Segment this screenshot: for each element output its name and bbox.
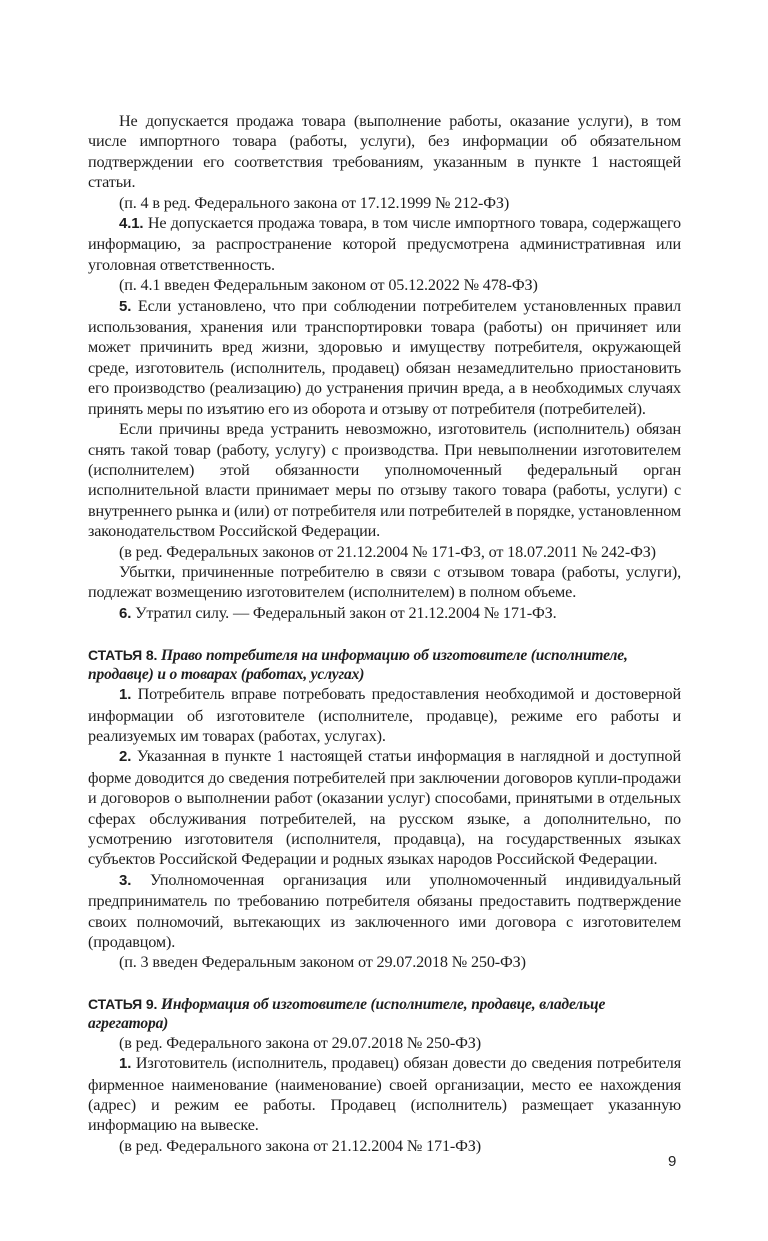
clause-number: 1. [119, 686, 132, 704]
paragraph: Если причины вреда устранить невозможно, изготовитель (исполнитель) обязан снять такой товар (работу, услугу) с производства. При невыполнении изготовителем (исполнителем) этой обязанности уполномоченный федеральный орган исполнительной власти принимает меры по отзыву такого товара (работы, услуги) с внутреннего рынка и (или) от потребителя или потребителей в порядке, установленном законодательством Российской Федерации. [88, 420, 681, 541]
clause-number: 1. [119, 1055, 132, 1073]
article-8-clause-3 [88, 870, 681, 953]
page-number: 9 [668, 1153, 677, 1170]
clause-text: Если установлено, что при соблюдении потребителем установленных правил использования, хранения или транспортировки товара (работы) он причиняет или может причинить вред жизни, здоровью и имуществу потребителя, окружающей среде, изготовитель (исполнитель, продавец) обязан незамедлительно приостановить его производство (реализацию) до устранения причин вреда, а в необходимых случаях принять меры по изъятию его из оборота и отзыву от потребителя (потребителей). [88, 296, 681, 418]
clause-number: 6. [119, 604, 132, 622]
article-label: СТАТЬЯ 9. [88, 995, 158, 1012]
clause-number: 4.1. [119, 215, 144, 233]
clause-number: 2. [119, 748, 132, 766]
amendment-note: (п. 4 в ред. Федерального закона от 17.12.1999 № 212-ФЗ) [119, 193, 510, 212]
amendment-note: (в ред. Федерального закона от 29.07.2018 № 250-ФЗ) [119, 1033, 481, 1052]
amendment-note: (п. 4.1 введен Федеральным законом от 05.12.2022 № 478-ФЗ) [119, 276, 538, 295]
article-8-clause-1 [88, 684, 681, 746]
clause-text: Уполномоченная организация или уполномоченный индивидуальный предприниматель по требованию потребителя обязаны предоставить подтверждение своих полномочий, вытекающих из заключенного ими договора с изготовителем (продавцом). [88, 870, 681, 952]
paragraph: Убытки, причиненные потребителю в связи с отзывом товара (работы, услуги), подлежат возмещению изготовителем (исполнителем) в полном объеме. [88, 562, 681, 602]
clause-text: Утратил силу. — Федеральный закон от 21.12.2004 № 171-ФЗ. [131, 603, 557, 622]
amendment-note: (в ред. Федеральных законов от 21.12.2004 № 171-ФЗ, от 18.07.2011 № 242-ФЗ) [119, 542, 656, 561]
paragraph-4-1 [88, 213, 681, 275]
article-8-heading [88, 646, 681, 684]
article-title: Право потребителя на информацию об изготовителе (исполнителе, продавце) и о товарах (работах, услугах) [88, 647, 628, 684]
article-label: СТАТЬЯ 8. [88, 647, 158, 664]
article-8-clause-2 [88, 746, 681, 869]
paragraph: Не допускается продажа товара (выполнение работы, оказание услуги), в том числе импортного товара (работы, услуги), без информации об обязательном подтверждении его соответствия требованиям, указанным в пункте 1 настоящей статьи. [88, 112, 681, 192]
article-9-clause-1 [88, 1053, 681, 1136]
clause-text: Не допускается продажа товара, в том числе импортного товара, содержащего информацию, за распространение которой предусмотрена административная или уголовная ответственность. [88, 214, 681, 274]
clause-text: Указанная в пункте 1 настоящей статьи информация в наглядной и доступной форме доводится до сведения потребителей при заключении договоров купли-продажи и договоров о выполнении работ (оказании услуг) способами, принятыми в отдельных сферах обслуживания потребителей, на русском языке, а дополнительно, по усмотрению изготовителя (исполнителя, продавца), на государственных языках субъектов Российской Федерации и родных языках народов Российской Федерации. [88, 747, 681, 869]
document-page [88, 111, 681, 1156]
amendment-note: (в ред. Федерального закона от 21.12.2004 № 171-ФЗ) [119, 1136, 481, 1155]
clause-text: Потребитель вправе потребовать предоставления необходимой и достоверной информации об изготовителе (исполнителе, продавце), режиме его работы и реализуемых им товарах (работах, услугах). [88, 685, 681, 745]
article-title: Информация об изготовителе (исполнителе, продавце, владельце агрегатора) [88, 995, 606, 1032]
clause-number: 5. [119, 297, 132, 315]
paragraph-6 [88, 603, 681, 624]
paragraph-5 [88, 296, 681, 419]
clause-text: Изготовитель (исполнитель, продавец) обязан довести до сведения потребителя фирменное наименование (наименование) своей организации, место ее нахождения (адрес) и режим ее работы. Продавец (исполнитель) размещает указанную информацию на вывеске. [88, 1054, 681, 1135]
article-9-heading [88, 995, 681, 1033]
amendment-note: (п. 3 введен Федеральным законом от 29.07.2018 № 250-ФЗ) [119, 953, 526, 972]
clause-number: 3. [119, 871, 132, 889]
